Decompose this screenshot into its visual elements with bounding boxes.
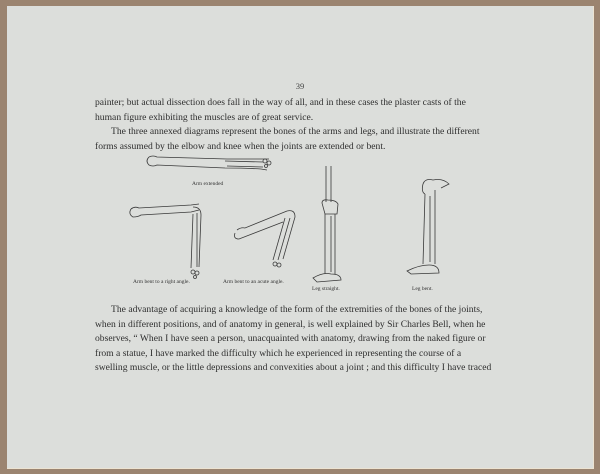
figure-caption: Leg bent. <box>412 286 433 292</box>
leg-straight-figure <box>313 166 341 282</box>
text-line: painter; but actual dissection does fall in the way of all, and in these cases the plaster casts of the <box>95 97 466 108</box>
text-line: swelling muscle, or the little depressions and convexities about a joint ; and this difficulty I have traced <box>95 362 492 374</box>
page-number: 39 <box>295 81 305 91</box>
figure-caption: Arm bent to an acute angle. <box>223 279 284 285</box>
text-line: human figure exhibiting the muscles are of great service. <box>95 111 314 123</box>
text-line: from a statue, I have marked the difficulty which he experienced in representing the course of a <box>95 347 462 359</box>
bone-diagrams <box>7 6 593 468</box>
book-page <box>7 6 594 469</box>
figure-caption: Arm bent to a right angle. <box>133 279 190 285</box>
text-line: when in different positions, and of anatomy in general, is well explained by Sir Charles Bell, when he <box>95 318 486 330</box>
text-span: The three annexed diagrams represent the bones of the arms and legs, and illustrate the different <box>111 126 480 138</box>
paragraph-bell-quote <box>95 303 493 376</box>
arm-acute-angle-figure <box>235 211 296 267</box>
arm-extended-figure <box>147 156 271 170</box>
text-line <box>95 303 493 318</box>
leg-bent-figure <box>407 180 449 275</box>
text-line: observes, “ When I have seen a person, unacquainted with anatomy, drawing from the naked figure or <box>95 333 486 345</box>
figure-caption: Leg straight. <box>312 286 340 292</box>
text-span: The advantage of acquiring a knowledge of the form of the extremities of the bones of the joints, <box>111 304 483 315</box>
arm-right-angle-figure <box>130 204 201 279</box>
text-line: forms assumed by the elbow and knee when the joints are extended or bent. <box>95 140 386 152</box>
figure-caption: Arm extended <box>192 181 224 187</box>
